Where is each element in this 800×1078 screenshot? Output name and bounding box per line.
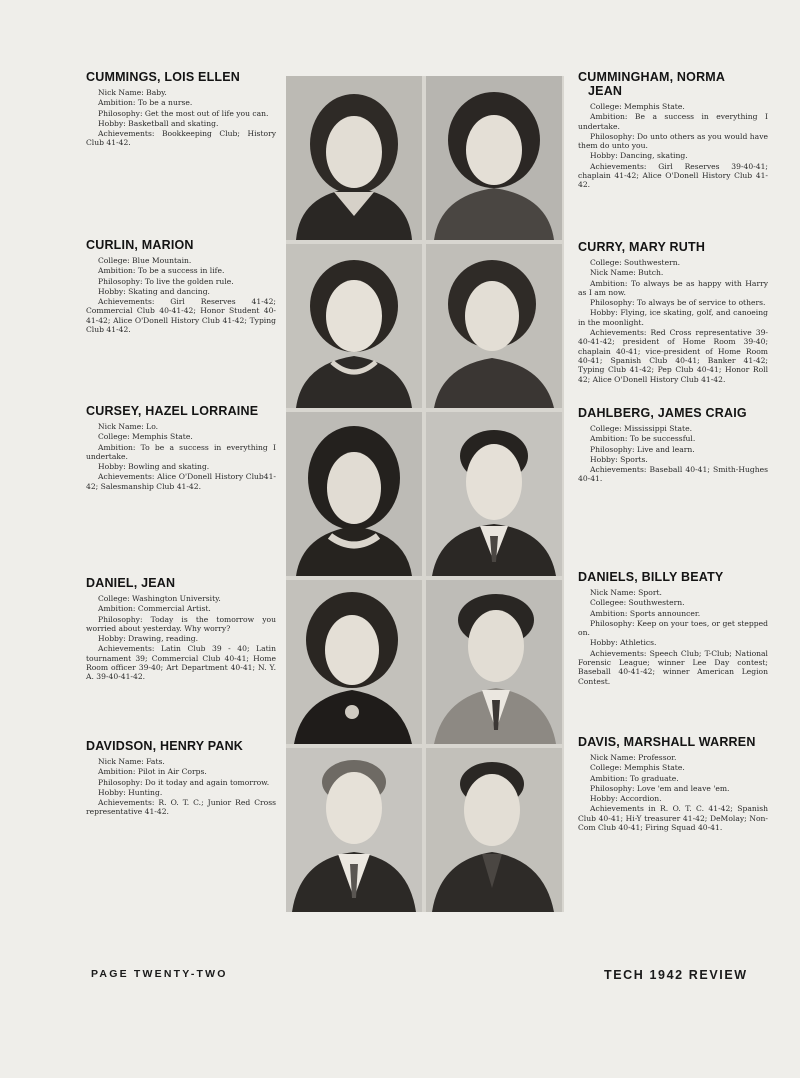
bio-line: Philosophy: Live and learn. bbox=[590, 444, 695, 454]
portrait-daniels bbox=[426, 580, 562, 744]
bio-curry-mary-ruth bbox=[578, 240, 768, 385]
bio-line: Philosophy: Do unto others as you would have them do unto you. bbox=[578, 131, 768, 151]
bio-line: Ambition: Pilot in Air Corps. bbox=[98, 767, 207, 777]
page-number: PAGE TWENTY-TWO bbox=[91, 968, 228, 980]
bio-line: Achievements: Girl Reserves 41-42; Commercial Club 40-41-42; Honor Student 40-41-42; Alice O'Donell History Club 41-42; Typing Club 41-42. bbox=[86, 297, 276, 335]
bio-daniel-jean bbox=[86, 576, 276, 683]
bio-line: Achievements: Bookkeeping Club; History Club 41-42. bbox=[86, 129, 276, 148]
student-name: CURRY, MARY RUTH bbox=[578, 240, 706, 254]
bio-line: Ambition: To be a nurse. bbox=[98, 98, 193, 108]
portrait-image bbox=[286, 244, 422, 408]
bio-line: Nick Name: Lo. bbox=[98, 422, 159, 431]
portrait-image bbox=[286, 76, 422, 240]
student-name: CURSEY, HAZEL LORRAINE bbox=[86, 404, 259, 418]
bio-line: Ambition: Sports announcer. bbox=[590, 608, 701, 618]
portrait-daniel bbox=[286, 580, 422, 744]
bio-line: Nick Name: Baby. bbox=[98, 88, 167, 97]
student-name: DAVIDSON, HENRY PANK bbox=[86, 739, 244, 753]
portrait-grid bbox=[286, 76, 564, 912]
bio-line: Collegee: Southwestern. bbox=[590, 598, 685, 608]
bio-line: Nick Name: Fats. bbox=[98, 757, 165, 766]
bio-line: Achievements: Speech Club; T-Club; National Forensic League; winner Lee Day contest; Baseball 40-41-42; winner American Legion Contest. bbox=[578, 648, 768, 686]
bio-line: Achievements: Girl Reserves 39-40-41; chaplain 41-42; Alice O'Donell History Club 41-42. bbox=[578, 161, 768, 190]
bio-line: Philosophy: To always be of service to others. bbox=[590, 298, 766, 308]
portrait-dahlberg bbox=[426, 412, 562, 576]
portrait-curlin bbox=[286, 244, 422, 408]
bio-line: College: Memphis State. bbox=[98, 432, 193, 442]
bio-line: Hobby: Sports. bbox=[590, 454, 648, 464]
portrait-davidson bbox=[286, 748, 422, 912]
bio-line: Ambition: To always be as happy with Harry as I am now. bbox=[578, 278, 768, 297]
bio-line: Ambition: Commercial Artist. bbox=[98, 604, 211, 614]
bio-line: Ambition: To be a success in everything I undertake. bbox=[86, 442, 276, 461]
bio-line: College: Memphis State. bbox=[590, 102, 685, 111]
bio-line: Philosophy: Keep on your toes, or get stepped on. bbox=[578, 618, 768, 638]
bio-line: Achievements: Baseball 40-41; Smith-Hughes 40-41. bbox=[578, 465, 768, 484]
student-name bbox=[578, 70, 768, 98]
bio-line: Philosophy: Do it today and again tomorrow. bbox=[98, 777, 270, 787]
portrait-cursey bbox=[286, 412, 422, 576]
bio-line: Hobby: Skating and dancing. bbox=[98, 286, 210, 296]
bio-line: Philosophy: To live the golden rule. bbox=[98, 276, 234, 286]
bio-davis-marshall-warren bbox=[578, 735, 768, 833]
bio-line: Nick Name: Butch. bbox=[590, 268, 664, 278]
student-name: DAHLBERG, JAMES CRAIG bbox=[578, 406, 747, 420]
bio-curlin-marion bbox=[86, 238, 276, 335]
bio-line: College: Blue Mountain. bbox=[98, 256, 192, 265]
portrait-image bbox=[286, 580, 422, 744]
bio-line: Hobby: Accordion. bbox=[590, 794, 662, 804]
portrait-image bbox=[426, 580, 562, 744]
bio-line: Achievements: Alice O'Donell History Club41-42; Salesmanship Club 41-42. bbox=[86, 472, 276, 491]
bio-line: Nick Name: Sport. bbox=[590, 588, 662, 597]
bio-line: Hobby: Bowling and skating. bbox=[98, 462, 210, 472]
portrait-cummingham bbox=[426, 76, 562, 240]
bio-cursey-hazel-lorraine bbox=[86, 404, 276, 492]
student-name: DAVIS, MARSHALL WARREN bbox=[578, 735, 756, 749]
bio-line: Hobby: Hunting. bbox=[98, 787, 163, 797]
bio-cummings-lois-ellen bbox=[86, 70, 276, 149]
student-name: CUMMINGS, LOIS ELLEN bbox=[86, 70, 240, 84]
portrait-cummings bbox=[286, 76, 422, 240]
bio-line: Ambition: To be a success in life. bbox=[98, 266, 225, 276]
bio-line: College: Southwestern. bbox=[590, 258, 681, 267]
bio-dahlberg-james-craig bbox=[578, 406, 768, 485]
student-name-line: CUMMINGHAM, NORMA bbox=[578, 70, 726, 84]
student-name: CURLIN, MARION bbox=[86, 238, 194, 252]
bio-line: College: Memphis State. bbox=[590, 763, 685, 773]
student-name-continuation: JEAN bbox=[588, 84, 623, 98]
bio-line: Ambition: To graduate. bbox=[590, 773, 679, 783]
bio-line: Philosophy: Love 'em and leave 'em. bbox=[590, 783, 730, 793]
bio-line: College: Washington University. bbox=[98, 594, 221, 603]
bio-line: Hobby: Drawing, reading. bbox=[98, 634, 199, 644]
bio-line: Hobby: Dancing, skating. bbox=[590, 151, 688, 161]
portrait-curry bbox=[426, 244, 562, 408]
bio-line: Achievements: Red Cross representative 39-40-41-42; president of Home Room 39-40; chaplain 40-41; vice-president of Home Room 40-41; Spanish Club 40-41; Banker 41-42; Typing Club 41-42; Pep Club 40-41; Honor Roll 42; Alice O'Donell History Club 41-42. bbox=[578, 328, 768, 384]
bio-line: Philosophy: Today is the tomorrow you worried about yesterday. Why worry? bbox=[86, 614, 276, 633]
bio-line: Nick Name: Professor. bbox=[590, 753, 677, 762]
bio-line: Achievements: Latin Club 39 - 40; Latin tournament 39; Commercial Club 40-41; Home Room officer 39-40; Art Department 40-41; N. Y. A. 39-40-41-42. bbox=[86, 644, 276, 682]
student-name: DANIEL, JEAN bbox=[86, 576, 176, 590]
portrait-image bbox=[286, 748, 422, 912]
bio-line: Philosophy: Get the most out of life you can. bbox=[98, 108, 269, 118]
portrait-image bbox=[426, 412, 562, 576]
student-name: DANIELS, BILLY BEATY bbox=[578, 570, 724, 584]
portrait-image bbox=[286, 412, 422, 576]
portrait-image bbox=[426, 76, 562, 240]
bio-line: Hobby: Flying, ice skating, golf, and canoeing in the moonlight. bbox=[578, 308, 768, 327]
bio-line: College: Mississippi State. bbox=[590, 424, 693, 433]
bio-line: Achievements: R. O. T. C.; Junior Red Cross representative 41-42. bbox=[86, 798, 276, 817]
publication-title: TECH 1942 REVIEW bbox=[604, 968, 748, 982]
bio-line: Achievements in R. O. T. C. 41-42; Spanish Club 40-41; Hi-Y treasurer 41-42; DeMolay; Non-Com Club 40-41; Firing Squad 40-41. bbox=[578, 804, 768, 833]
bio-cummingham-norma-jean bbox=[578, 70, 768, 191]
portrait-image bbox=[426, 748, 562, 912]
bio-line: Hobby: Basketball and skating. bbox=[98, 118, 219, 128]
bio-line: Hobby: Athletics. bbox=[590, 638, 657, 648]
bio-line: Ambition: Be a success in everything I undertake. bbox=[578, 112, 768, 131]
portrait-davis bbox=[426, 748, 562, 912]
bio-daniels-billy-beaty bbox=[578, 570, 768, 687]
portrait-image bbox=[426, 244, 562, 408]
bio-davidson-henry-pank bbox=[86, 739, 276, 818]
bio-line: Ambition: To be successful. bbox=[590, 434, 696, 444]
